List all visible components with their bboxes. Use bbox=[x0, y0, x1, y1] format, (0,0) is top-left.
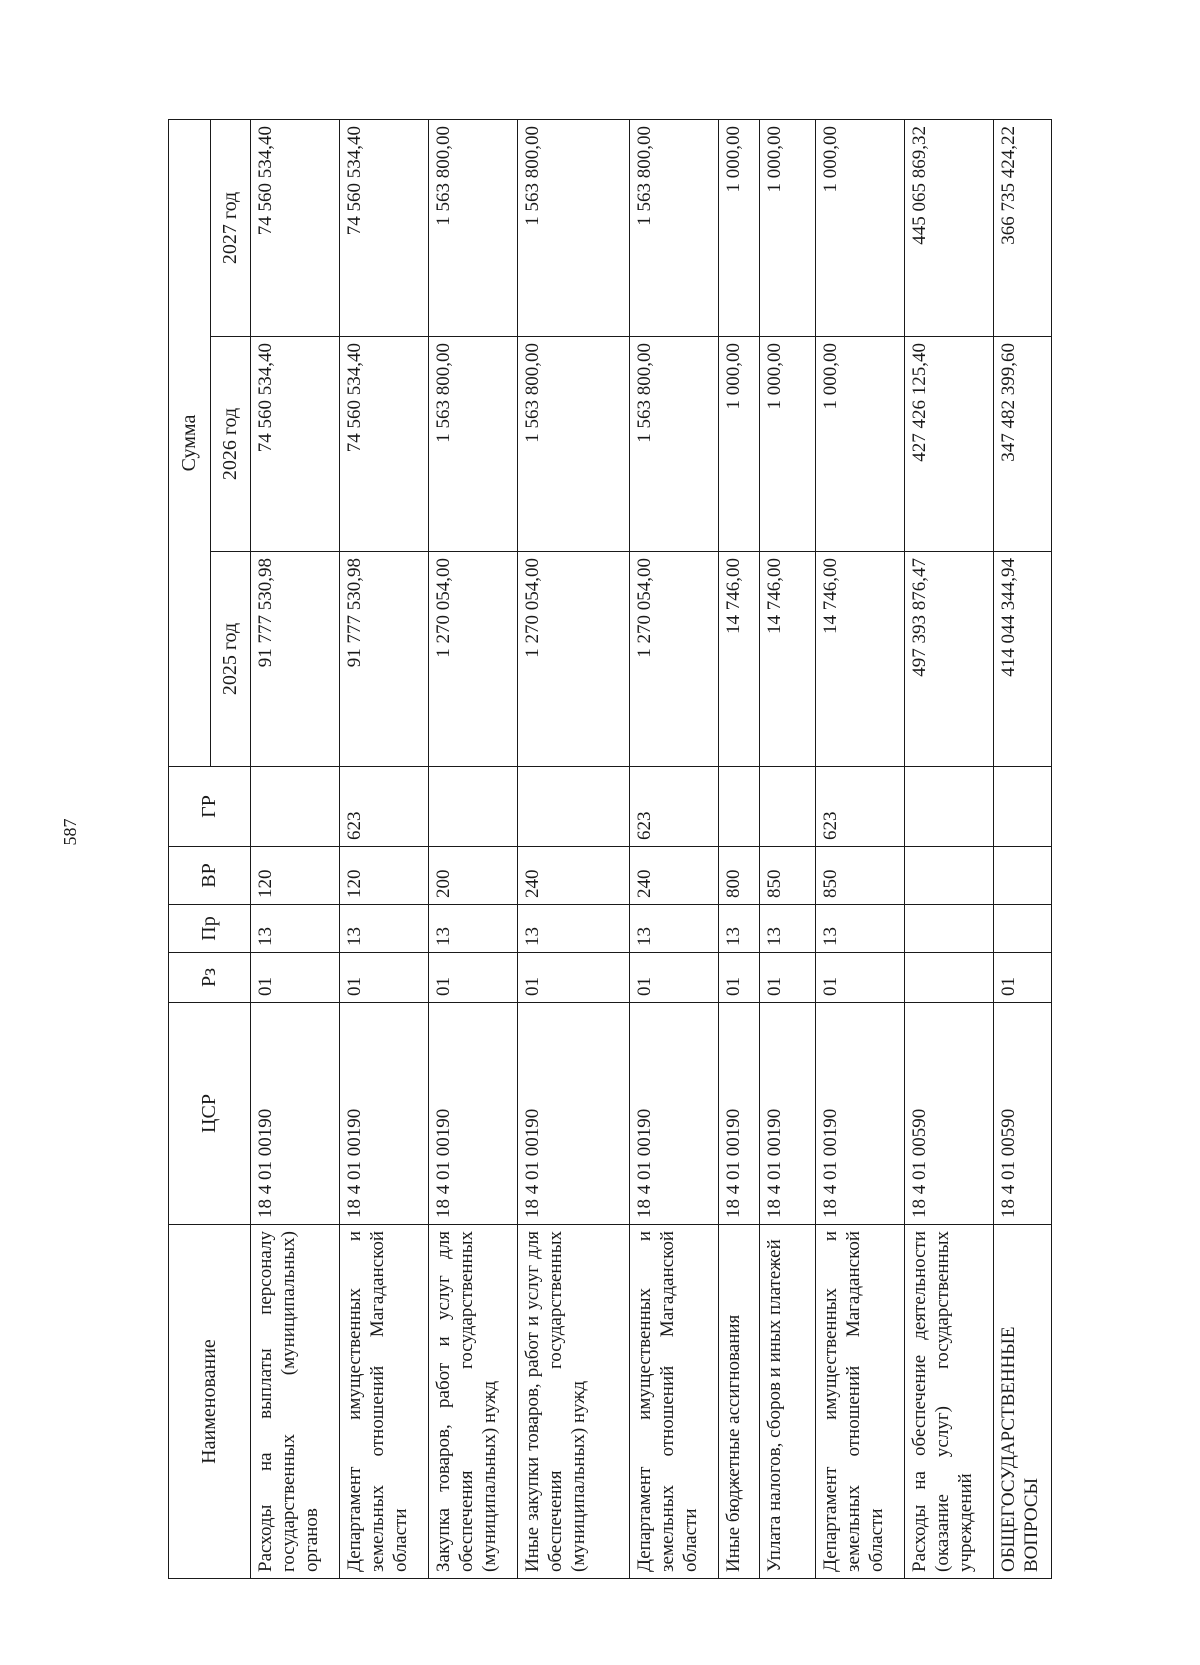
table-row bbox=[816, 119, 905, 1578]
row-name: Расходы на обеспечение деятельности (оказание услуг) государственных учреждений bbox=[905, 1225, 994, 1579]
row-2027: 366 735 424,22 bbox=[994, 119, 1052, 336]
header-vr: ВР bbox=[169, 847, 251, 905]
header-csr: ЦСР bbox=[169, 1003, 251, 1225]
row-gr: 623 bbox=[340, 767, 429, 847]
row-2025: 14 746,00 bbox=[816, 552, 905, 767]
row-pr: 13 bbox=[816, 905, 905, 953]
row-pr: 13 bbox=[718, 905, 759, 953]
row-pr bbox=[905, 905, 994, 953]
row-gr bbox=[994, 767, 1052, 847]
row-gr bbox=[518, 767, 630, 847]
row-2026: 1 000,00 bbox=[816, 337, 905, 552]
budget-table bbox=[168, 119, 1052, 1579]
table-row bbox=[518, 119, 630, 1578]
table-row bbox=[760, 119, 816, 1578]
row-vr bbox=[905, 847, 994, 905]
row-vr: 240 bbox=[629, 847, 718, 905]
header-pr: Пр bbox=[169, 905, 251, 953]
row-gr bbox=[429, 767, 518, 847]
row-csr: 18 4 01 00190 bbox=[340, 1003, 429, 1225]
row-2026: 1 563 800,00 bbox=[629, 337, 718, 552]
row-name: Департамент имущественных и земельных отношений Магаданской области bbox=[629, 1225, 718, 1579]
row-pr: 13 bbox=[251, 905, 340, 953]
row-csr: 18 4 01 00190 bbox=[629, 1003, 718, 1225]
row-vr: 120 bbox=[340, 847, 429, 905]
row-gr: 623 bbox=[629, 767, 718, 847]
row-gr bbox=[905, 767, 994, 847]
table-row bbox=[905, 119, 994, 1578]
row-pr: 13 bbox=[760, 905, 816, 953]
row-2025: 91 777 530,98 bbox=[251, 552, 340, 767]
row-2025: 414 044 344,94 bbox=[994, 552, 1052, 767]
row-name: Иные закупки товаров, работ и услуг для обеспечения государственных (муниципальных) нужд bbox=[518, 1225, 630, 1579]
table-row bbox=[718, 119, 759, 1578]
row-name: Департамент имущественных и земельных отношений Магаданской области bbox=[816, 1225, 905, 1579]
table-row bbox=[629, 119, 718, 1578]
row-rz: 01 bbox=[816, 953, 905, 1003]
row-pr bbox=[994, 905, 1052, 953]
row-rz: 01 bbox=[760, 953, 816, 1003]
header-row-top bbox=[169, 119, 211, 1578]
header-2027: 2027 год bbox=[211, 119, 251, 336]
row-gr: 623 bbox=[816, 767, 905, 847]
row-2025: 91 777 530,98 bbox=[340, 552, 429, 767]
row-name: Иные бюджетные ассигнования bbox=[718, 1225, 759, 1579]
page-number: 587 bbox=[60, 818, 80, 846]
row-2027: 1 563 800,00 bbox=[429, 119, 518, 336]
row-pr: 13 bbox=[629, 905, 718, 953]
row-2026: 1 563 800,00 bbox=[518, 337, 630, 552]
row-2026: 1 000,00 bbox=[718, 337, 759, 552]
table-row bbox=[251, 119, 340, 1578]
header-gr: ГР bbox=[169, 767, 251, 847]
row-vr: 800 bbox=[718, 847, 759, 905]
row-csr: 18 4 01 00190 bbox=[816, 1003, 905, 1225]
row-pr: 13 bbox=[340, 905, 429, 953]
header-name: Наименование bbox=[169, 1225, 251, 1579]
header-sum: Сумма bbox=[169, 119, 211, 766]
row-2026: 427 426 125,40 bbox=[905, 337, 994, 552]
row-2025: 14 746,00 bbox=[718, 552, 759, 767]
row-pr: 13 bbox=[429, 905, 518, 953]
row-2027: 1 563 800,00 bbox=[629, 119, 718, 336]
row-csr: 18 4 01 00190 bbox=[760, 1003, 816, 1225]
row-gr bbox=[251, 767, 340, 847]
row-rz: 01 bbox=[340, 953, 429, 1003]
row-name: Департамент имущественных и земельных отношений Магаданской области bbox=[340, 1225, 429, 1579]
row-2025: 14 746,00 bbox=[760, 552, 816, 767]
row-name: Закупка товаров, работ и услуг для обеспечения государственных (муниципальных) нужд bbox=[429, 1225, 518, 1579]
row-rz: 01 bbox=[994, 953, 1052, 1003]
header-2025: 2025 год bbox=[211, 552, 251, 767]
row-2026: 1 563 800,00 bbox=[429, 337, 518, 552]
row-2025: 1 270 054,00 bbox=[629, 552, 718, 767]
row-2027: 1 000,00 bbox=[718, 119, 759, 336]
table-row bbox=[340, 119, 429, 1578]
row-2027: 74 560 534,40 bbox=[340, 119, 429, 336]
row-vr: 850 bbox=[760, 847, 816, 905]
header-rz: Рз bbox=[169, 953, 251, 1003]
row-csr: 18 4 01 00190 bbox=[251, 1003, 340, 1225]
table-row bbox=[994, 119, 1052, 1578]
row-csr: 18 4 01 00190 bbox=[718, 1003, 759, 1225]
row-2025: 497 393 876,47 bbox=[905, 552, 994, 767]
row-vr: 850 bbox=[816, 847, 905, 905]
row-2027: 74 560 534,40 bbox=[251, 119, 340, 336]
rotated-table-container bbox=[168, 120, 1052, 1579]
row-name: Уплата налогов, сборов и иных платежей bbox=[760, 1225, 816, 1579]
row-gr bbox=[760, 767, 816, 847]
row-2027: 445 065 869,32 bbox=[905, 119, 994, 336]
row-2025: 1 270 054,00 bbox=[429, 552, 518, 767]
row-2026: 347 482 399,60 bbox=[994, 337, 1052, 552]
row-rz: 01 bbox=[429, 953, 518, 1003]
row-vr bbox=[994, 847, 1052, 905]
row-2027: 1 000,00 bbox=[760, 119, 816, 336]
row-2026: 74 560 534,40 bbox=[251, 337, 340, 552]
row-vr: 200 bbox=[429, 847, 518, 905]
table-row bbox=[429, 119, 518, 1578]
row-rz: 01 bbox=[251, 953, 340, 1003]
row-2026: 1 000,00 bbox=[760, 337, 816, 552]
row-csr: 18 4 01 00190 bbox=[518, 1003, 630, 1225]
row-pr: 13 bbox=[518, 905, 630, 953]
row-2027: 1 563 800,00 bbox=[518, 119, 630, 336]
row-2026: 74 560 534,40 bbox=[340, 337, 429, 552]
row-2025: 1 270 054,00 bbox=[518, 552, 630, 767]
row-name: ОБЩЕГОСУДАРСТВЕННЫЕ ВОПРОСЫ bbox=[994, 1225, 1052, 1579]
row-name: Расходы на выплаты персоналу государственных (муниципальных) органов bbox=[251, 1225, 340, 1579]
row-gr bbox=[718, 767, 759, 847]
header-2026: 2026 год bbox=[211, 337, 251, 552]
row-rz: 01 bbox=[718, 953, 759, 1003]
row-rz: 01 bbox=[629, 953, 718, 1003]
row-rz bbox=[905, 953, 994, 1003]
row-vr: 240 bbox=[518, 847, 630, 905]
row-2027: 1 000,00 bbox=[816, 119, 905, 336]
row-vr: 120 bbox=[251, 847, 340, 905]
row-csr: 18 4 01 00590 bbox=[994, 1003, 1052, 1225]
row-csr: 18 4 01 00590 bbox=[905, 1003, 994, 1225]
row-rz: 01 bbox=[518, 953, 630, 1003]
row-csr: 18 4 01 00190 bbox=[429, 1003, 518, 1225]
